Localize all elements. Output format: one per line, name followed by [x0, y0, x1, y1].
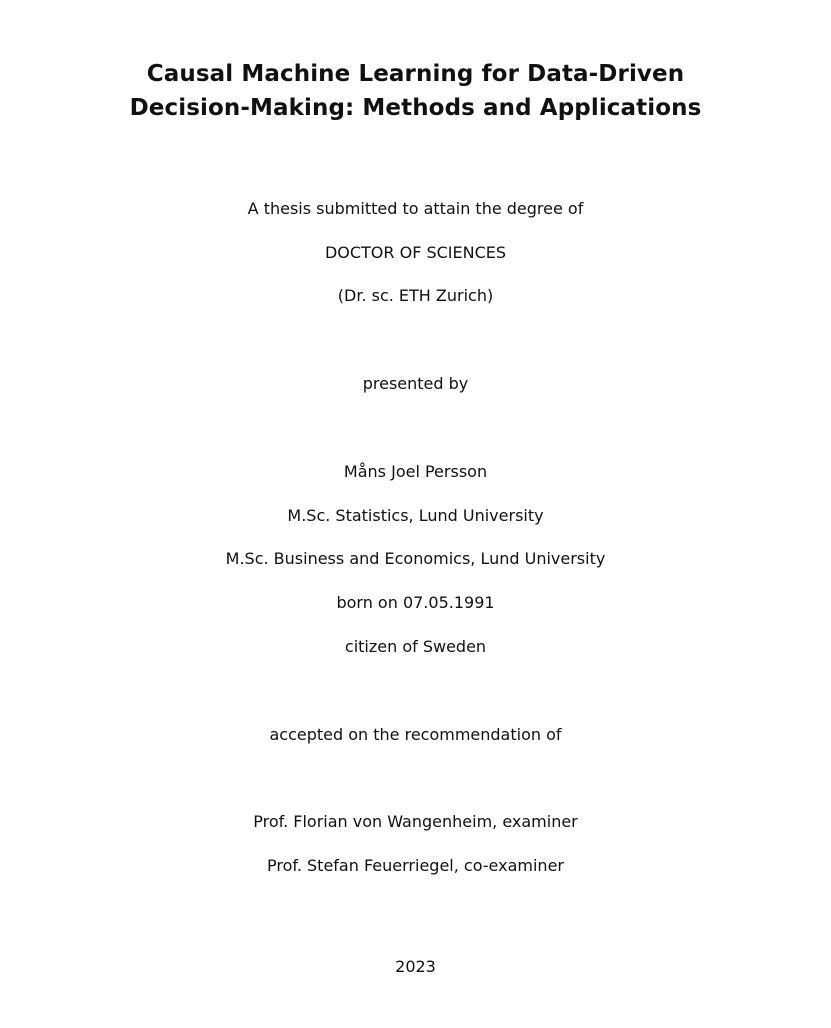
author-degree-1: M.Sc. Statistics, Lund University [287, 506, 544, 525]
degree-abbreviation: (Dr. sc. ETH Zurich) [337, 286, 494, 305]
author-name: Måns Joel Persson [343, 462, 488, 481]
recommendation-text: accepted on the recommendation of [269, 725, 562, 744]
author-citizenship: citizen of Sweden [344, 637, 487, 656]
co-examiner: Prof. Stefan Feuerriegel, co-examiner [267, 856, 564, 875]
presented-by: presented by [362, 374, 469, 393]
degree-name: DOCTOR OF SCIENCES [324, 243, 507, 262]
thesis-title-line-2: Decision-Making: Methods and Applications [129, 95, 702, 121]
thesis-title-line-1: Causal Machine Learning for Data-Driven [146, 61, 685, 87]
author-degree-2: M.Sc. Business and Economics, Lund University [225, 549, 606, 568]
degree-intro: A thesis submitted to attain the degree of [247, 199, 584, 218]
author-birth-date: born on 07.05.1991 [336, 593, 495, 612]
examiner: Prof. Florian von Wangenheim, examiner [253, 812, 578, 831]
thesis-year: 2023 [395, 957, 436, 976]
